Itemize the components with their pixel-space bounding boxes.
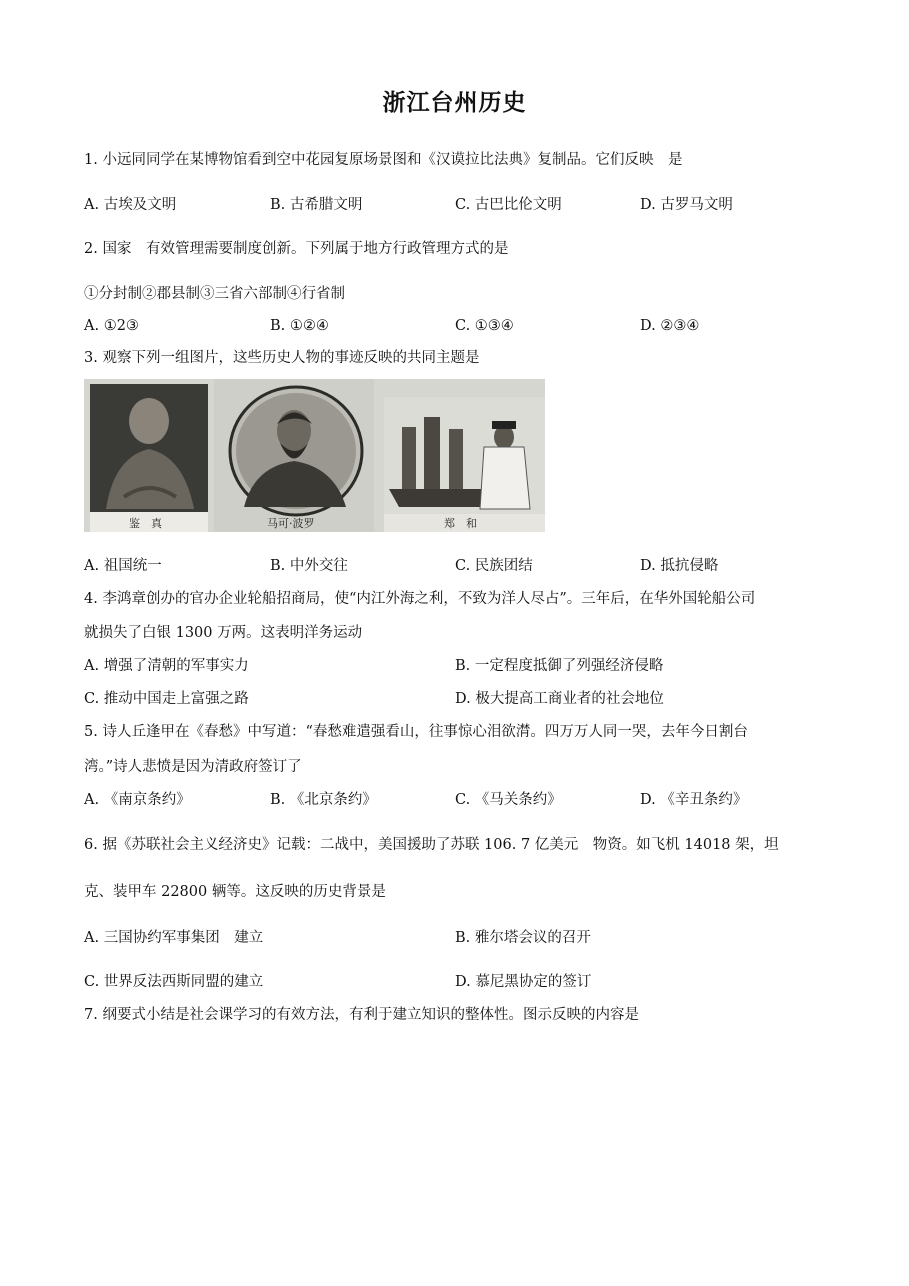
q1-option-c: C. 古巴比伦文明 — [455, 197, 562, 213]
q4-option-d: D. 极大提高工商业者的社会地位 — [455, 691, 664, 707]
q3-option-a: A. 祖国统一 — [84, 558, 162, 574]
q5-option-a: A. 《南京条约》 — [84, 792, 191, 808]
q3-option-b: B. 中外交往 — [270, 558, 348, 574]
q3-option-d: D. 抵抗侵略 — [640, 558, 719, 574]
caption-jianzhen: 鉴 真 — [129, 517, 162, 530]
question-2-sub: ①分封制②郡县制③三省六部制④行省制 — [84, 286, 345, 302]
question-7-stem: 7. 纲要式小结是社会课学习的有效方法，有利于建立知识的整体性。图示反映的内容是 — [84, 1007, 639, 1023]
question-2-stem: 2. 国家 有效管理需要制度创新。下列属于地方行政管理方式的是 — [84, 241, 509, 257]
q4-option-a: A. 增强了清朝的军事实力 — [84, 658, 249, 674]
q4-option-b: B. 一定程度抵御了列强经济侵略 — [455, 658, 664, 674]
q5-option-d: D. 《辛丑条约》 — [640, 792, 748, 808]
question-4-stem-line2: 就损失了白银 1300 万两。这表明洋务运动 — [84, 625, 363, 641]
figures-illustration — [84, 379, 545, 532]
question-5-stem-line2: 湾。”诗人悲愤是因为清政府签订了 — [84, 759, 302, 775]
q1-option-d: D. 古罗马文明 — [640, 197, 733, 213]
q5-option-b: B. 《北京条约》 — [270, 792, 377, 808]
q2-option-c: C. ①③④ — [455, 318, 514, 334]
q1-option-b: B. 古希腊文明 — [270, 197, 363, 213]
q6-option-b: B. 雅尔塔会议的召开 — [455, 930, 591, 946]
q6-option-c: C. 世界反法西斯同盟的建立 — [84, 974, 264, 990]
q3-option-c: C. 民族团结 — [455, 558, 533, 574]
caption-zheng-he: 郑 和 — [444, 517, 477, 530]
question-6-stem-line1: 6. 据《苏联社会主义经济史》记载：二战中，美国援助了苏联 106. 7 亿美元 物资。如飞机 14018 架，坦 — [84, 837, 779, 853]
caption-marco-polo: 马可·波罗 — [267, 517, 315, 530]
page-title: 浙江台州历史 — [382, 90, 527, 116]
q5-option-c: C. 《马关条约》 — [455, 792, 562, 808]
question-5-stem-line1: 5. 诗人丘逢甲在《春愁》中写道：“春愁难遣强看山，往事惊心泪欲潸。四万万人同一哭，去年今日割台 — [84, 724, 748, 740]
q2-option-b: B. ①②④ — [270, 318, 329, 334]
q6-option-d: D. 慕尼黑协定的签订 — [455, 974, 592, 990]
q6-option-a: A. 三国协约军事集团 建立 — [84, 930, 264, 946]
q1-option-a: A. 古埃及文明 — [84, 197, 177, 213]
historical-figures-image — [84, 379, 545, 532]
question-6-stem-line2: 克、装甲车 22800 辆等。这反映的历史背景是 — [84, 884, 386, 900]
q2-option-a: A. ①2③ — [84, 318, 139, 334]
question-3-stem: 3. 观察下列一组图片，这些历史人物的事迹反映的共同主题是 — [84, 350, 480, 366]
question-4-stem-line1: 4. 李鸿章创办的官办企业轮船招商局，使“内江外海之利，不致为洋人尽占”。三年后，在华外国轮船公司 — [84, 591, 756, 607]
question-1-stem: 1. 小远同同学在某博物馆看到空中花园复原场景图和《汉谟拉比法典》复制品。它们反映 是 — [84, 152, 683, 168]
q2-option-d: D. ②③④ — [640, 318, 700, 334]
q4-option-c: C. 推动中国走上富强之路 — [84, 691, 249, 707]
